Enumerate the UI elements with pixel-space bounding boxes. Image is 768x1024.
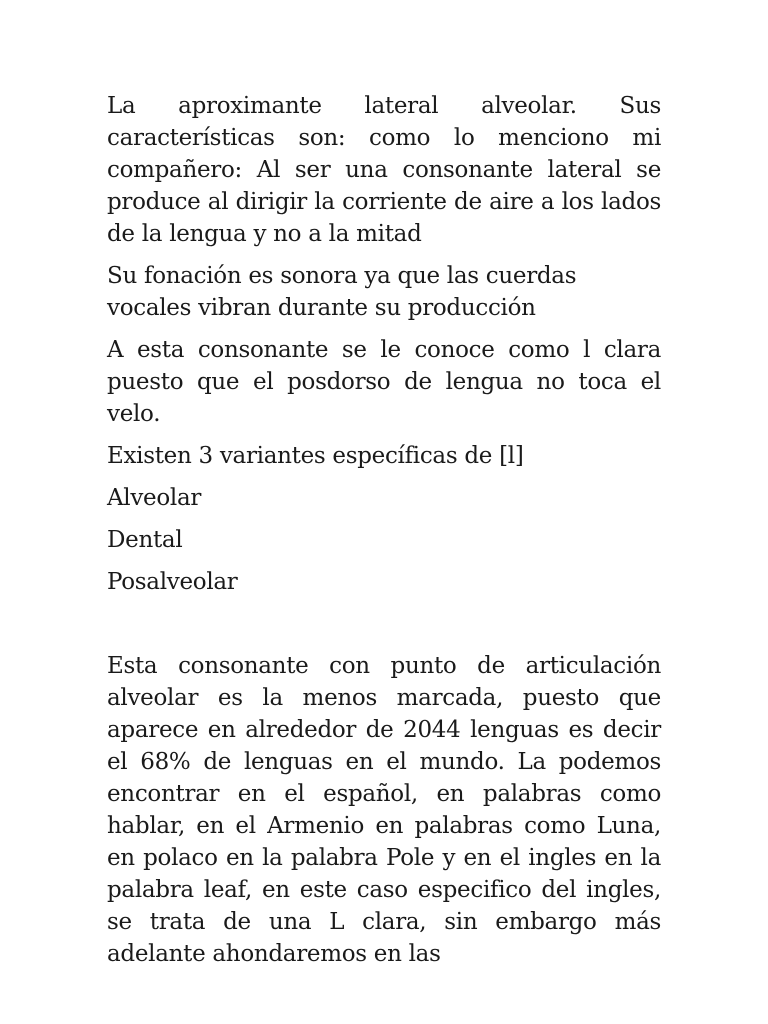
document-page (107, 90, 661, 980)
paragraph-clear-l: A esta consonante se le conoce como l clara puesto que el posdorso de lengua no toca el velo. (107, 337, 661, 427)
variant-alveolar: Alveolar (107, 485, 202, 511)
paragraph-variants-intro: Existen 3 variantes específicas de [l] (107, 443, 524, 469)
variant-posalveolar: Posalveolar (107, 569, 238, 595)
paragraph-phonation: Su fonación es sonora ya que las cuerdas vocales vibran durante su producción (107, 263, 577, 321)
paragraph-intro: La aproximante lateral alveolar. Sus características son: como lo menciono mi compañero: Al ser una consonante lateral se produce al dirigir la corriente de aire a los lados de la lengua y no a la mitad (107, 93, 661, 247)
variant-dental: Dental (107, 527, 183, 553)
paragraph-spacer (107, 608, 661, 650)
paragraph-articulation: Esta consonante con punto de articulación alveolar es la menos marcada, puesto que aparece en alrededor de 2044 lenguas es decir el 68% de lenguas en el mundo. La podemos encontrar en el español, en palabras como hablar, en el Armenio en palabras como Luna, en polaco en la palabra Pole y en el ingles en la palabra leaf, en este caso especifico del ingles, se trata de una L clara, sin embargo más adelante ahondaremos en las (107, 653, 661, 967)
